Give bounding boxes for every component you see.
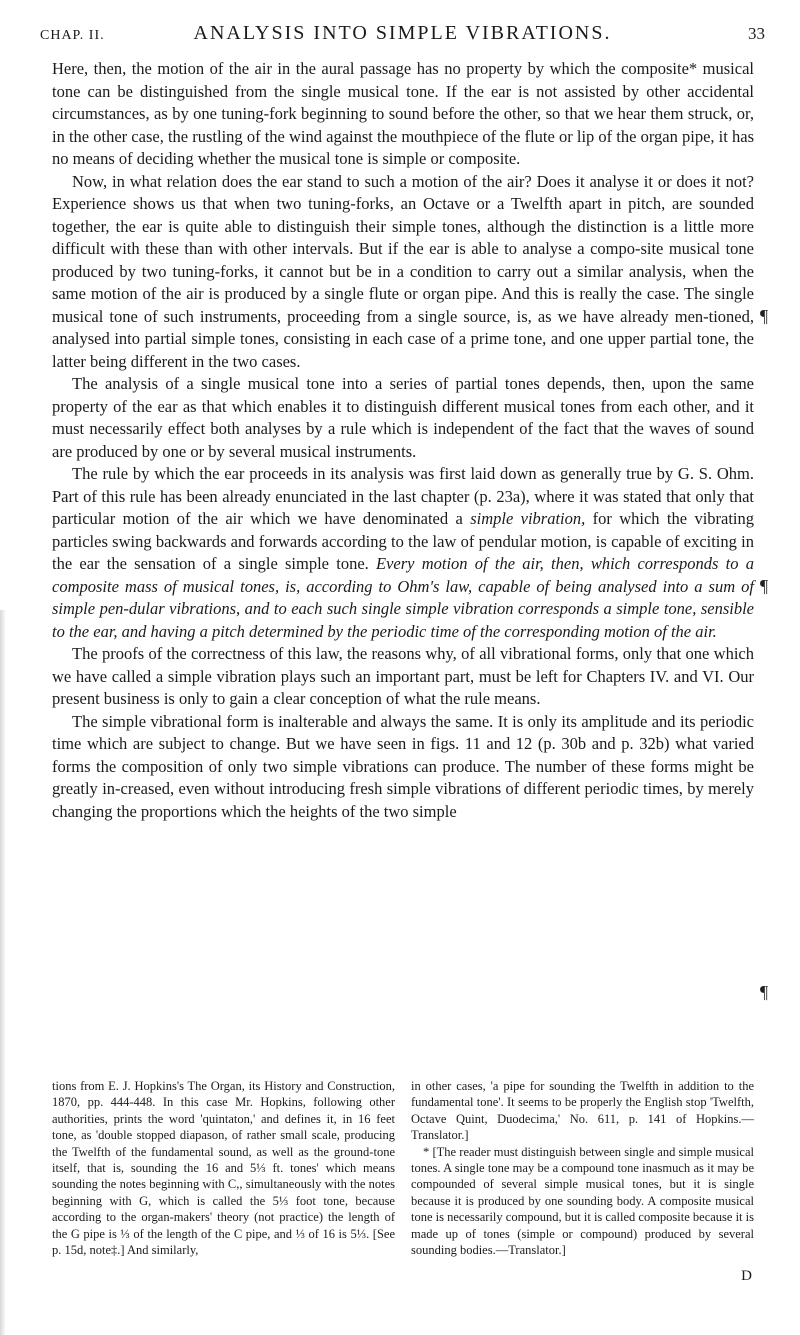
running-title: ANALYSIS INTO SIMPLE VIBRATIONS.: [193, 22, 612, 44]
paragraph-2: Now, in what relation does the ear stand to such a motion of the air? Does it analyse it or does it not? Experience shows us that when two tuning-forks, an Octave or a Twelfth apart in pitch, are sounded together, the ear is quite able to distinguish their simple tones, although the distinction is a little more difficult with these than with other intervals. But if the ear is able to analyse a compo-site musical tone produced by two tuning-forks, it cannot but be in a condition to carry out a similar analysis, when the same motion of the air is produced by a single flute or organ pipe. And this is really the case. The single musical tone of such instruments, proceeding from a single source, is, as we have already men-tioned, analysed into partial simple tones, consisting in each case of a prime tone, and one upper partial tone, the latter being different in the two cases.: [52, 171, 754, 371]
main-text: [52, 58, 754, 823]
footnotes: [52, 1078, 754, 1258]
ohm-italic-term: simple vibration,: [470, 509, 586, 528]
footnote-left: tions from E. J. Hopkins's The Organ, its History and Construction, 1870, pp. 444-448. In this case Mr. Hopkins, following other authorities, prints the word 'quintaton,' and defines it, in 16 feet tone, as 'double stopped diapason, of rather small scale, producing the Twelfth of the fundamental sound, as well as the ground-tone itself, that is, sounding the 16 and 5⅓ ft. tones' which means sounding the notes beginning with C,, simultaneously with the notes beginning with G, which is called the 5⅓ foot tone, because according to the organ-makers' theory (not practice) the length of the G pipe is ⅓ of the length of the C pipe, and ⅓ of 16 is 5⅓. [See p. 15d, note‡.] And similarly,: [52, 1079, 395, 1258]
margin-mark-1: ¶: [760, 306, 769, 326]
paragraph-5: The proofs of the correctness of this law, the reasons why, of all vibrational forms, only that one which we have called a simple vibration plays such an important part, must be left for Chapters IV. and VI. Our present business is only to gain a clear conception of what the rule means.: [52, 644, 754, 708]
running-header: [40, 22, 765, 48]
footnote-composite: * [The reader must distinguish between single and simple musical tones. A single tone may be a compound tone inasmuch as it may be compounded of several simple musical tones, but it is single because it is produced by one sounding body. A composite musical tone is necessarily compound, but it is called composite because it is made up of tones (simple or compound) produced by several sounding bodies.—Translator.]: [411, 1144, 754, 1258]
scan-shadow: [0, 610, 6, 1335]
ohm-law-statement: Every motion of the air, then, which corresponds to a composite mass of musical tones, is, according to Ohm's law, capable of being analysed into a sum of simple pen-dular vibrations, and to each such single simple vibration corresponds a simple tone, sensible to the ear, and having a pitch determined by the periodic time of the corresponding motion of the air.: [52, 554, 754, 641]
page-number: 33: [748, 24, 765, 43]
paragraph-ohm-law: [52, 463, 754, 643]
margin-mark-3: ¶: [760, 982, 769, 1002]
footnote-right-continuation: in other cases, 'a pipe for sounding the Twelfth in addition to the fundamental tone'. It seems to be properly the English stop 'Twelfth, Octave Quint, Duodecima,' No. 611, p. 141 of Hopkins.—Translator.]: [411, 1079, 754, 1143]
margin-mark-2: ¶: [760, 576, 769, 596]
paragraph-6: The simple vibrational form is inalterable and always the same. It is only its amplitude and its periodic time which are subject to change. But we have seen in figs. 11 and 12 (p. 30b and p. 32b) what varied forms the composition of only two simple vibrations can produce. The number of these forms might be greatly in-creased, even without introducing fresh simple vibrations of different periodic times, by merely changing the proportions which the heights of the two simple: [52, 711, 754, 821]
ohm-text-2: for which the vibrating particles swing backwards and forwards according to the law of pendular motion, is capable of exciting in the ear the sensation of a single simple tone.: [52, 509, 755, 573]
ohm-text-1: The rule by which the ear proceeds in its analysis was first laid down as generally true by G. S. Ohm. Part of this rule has been already enunciated in the last chapter (p. 23a), where it was stated that only that particular motion of the air which we have denominated a: [52, 464, 754, 528]
chapter-label: CHAP. II.: [40, 28, 105, 43]
paragraph-1: Here, then, the motion of the air in the aural passage has no property by which the composite* musical tone can be distinguished from the single musical tone. If the ear is not assisted by other accidental circumstances, as by one tuning-fork beginning to sound before the other, so that we hear them struck, or, in the other case, the rustling of the wind against the mouthpiece of the flute or lip of the organ pipe, it has no means of deciding whether the musical tone is simple or composite.: [52, 59, 754, 168]
paragraph-3: The analysis of a single musical tone into a series of partial tones depends, then, upon the same property of the ear as that which enables it to distinguish different musical tones from each other, and it must necessarily effect both analyses by a rule which is independent of the fact that the waves of sound are produced by one or by several musical instruments.: [52, 374, 754, 461]
signature-mark: D: [741, 1268, 752, 1284]
